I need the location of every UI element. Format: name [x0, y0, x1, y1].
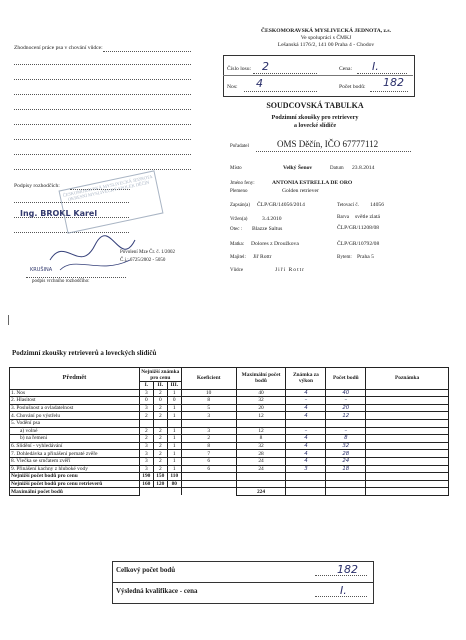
row-max: [236, 419, 286, 427]
prize-label: Cena:: [339, 66, 353, 72]
row-mark: 4: [286, 412, 326, 420]
empty-cell: [139, 488, 181, 496]
total-min-label: Nejnižší počet bodů pro cenu: [10, 473, 140, 481]
row-points: 18: [326, 465, 366, 473]
lot-label: Číslo losu:: [227, 66, 252, 72]
born-label: Vržen(a): [230, 217, 248, 222]
row-points: –: [326, 397, 366, 405]
row-coef: 6: [181, 457, 236, 465]
row-min-III: 0: [167, 397, 181, 405]
row-coef: 7: [181, 450, 236, 458]
empty-cell: [286, 488, 326, 496]
points-label: Počet bodů:: [339, 84, 366, 90]
row-note: [366, 427, 449, 435]
residence-label: Bytem:: [337, 255, 352, 260]
col-coef: Koeficient: [181, 368, 236, 390]
judge-table-title: SOUDCOVSKÁ TABULKA: [266, 101, 364, 110]
assessment-line: [14, 154, 191, 155]
points-line: [370, 91, 408, 92]
page-fold-mark: [8, 315, 9, 325]
row-min-III: 1: [167, 450, 181, 458]
row-max: 20: [236, 404, 286, 412]
row-name: b) na řemeni: [10, 435, 140, 443]
date-label: Datum: [330, 166, 344, 171]
assessment-line: [14, 139, 191, 140]
row-mark: 4: [286, 442, 326, 450]
row-min-III: 1: [167, 435, 181, 443]
row-coef: 5: [181, 404, 236, 412]
mother-registration: ČLP/GR/10792/08: [337, 241, 380, 247]
breed-label: Plemeno: [230, 189, 248, 194]
table-row: [10, 457, 449, 465]
row-max: 8: [236, 435, 286, 443]
empty-cell: [286, 480, 326, 488]
row-coef: 2: [181, 435, 236, 443]
registration-label: Zapsán(a): [230, 203, 250, 208]
row-name: 1. Nos: [10, 389, 140, 397]
scores-table: [9, 367, 449, 496]
row-min-II: 2: [153, 427, 167, 435]
org-address: Lešanská 1176/2, 141 00 Praha 4 - Chodov: [277, 42, 375, 48]
row-points: 20: [326, 404, 366, 412]
empty-cell: [366, 480, 449, 488]
table-row: [10, 419, 449, 427]
table-row: [10, 450, 449, 458]
row-max: 28: [236, 450, 286, 458]
row-points: 24: [326, 457, 366, 465]
row-note: [366, 419, 449, 427]
row-mark: 3: [286, 465, 326, 473]
breed-value: Golden retriever: [282, 188, 319, 194]
col-points: Počet bodů: [326, 368, 366, 390]
row-max: 32: [236, 397, 286, 405]
assessment-line: [14, 94, 191, 95]
row-min-I: [139, 419, 153, 427]
row-min-II: 0: [153, 397, 167, 405]
date-value: 23.8.2014: [352, 165, 375, 171]
empty-cell: [181, 480, 236, 488]
row-name: 3. Poslušnost a ovladatelnost: [10, 404, 140, 412]
row-mark: –: [286, 427, 326, 435]
prize-line: [357, 73, 407, 74]
row-name: 8. Vlečka se srnčatem zvěří: [10, 457, 140, 465]
total-min-retr-II: 120: [153, 480, 167, 488]
max-total-label: Maximální počet bodů: [10, 488, 140, 496]
row-mark: [286, 419, 326, 427]
row-max: 40: [236, 389, 286, 397]
row-coef: 10: [181, 389, 236, 397]
empty-cell: [236, 473, 286, 481]
row-max: 12: [236, 427, 286, 435]
nos-line: [244, 91, 317, 92]
row-note: [366, 450, 449, 458]
org-name: ČESKOMORAVSKÁ MYSLIVECKÁ JEDNOTA, z.s.: [260, 28, 391, 34]
col-mark: Známka za výkon: [286, 368, 326, 390]
row-mark: 4: [286, 389, 326, 397]
row-min-III: 1: [167, 389, 181, 397]
table-row: [10, 412, 449, 420]
row-min-I: 3: [139, 465, 153, 473]
assessment-line: [14, 79, 191, 80]
row-points: 40: [326, 389, 366, 397]
row-min-II: 2: [153, 442, 167, 450]
row-min-II: 2: [153, 412, 167, 420]
col-max: Maximální počet bodů: [236, 368, 286, 390]
row-coef: 6: [181, 465, 236, 473]
qualification-value: I.: [340, 584, 347, 597]
scores-title: Podzimní zkoušky retrieverů a loveckých slídičů: [12, 349, 157, 357]
chief-signature-line: [26, 277, 126, 278]
row-note: [366, 465, 449, 473]
owner-value: Jiř Rottr: [253, 254, 272, 260]
row-min-I: 3: [139, 442, 153, 450]
row-min-I: 2: [139, 412, 153, 420]
permit-line-2: Č.j.: 6725/2002 - 5050: [120, 258, 166, 263]
points-value: 182: [383, 76, 404, 89]
row-coef: 3: [181, 412, 236, 420]
total-min-II: 150: [153, 473, 167, 481]
row-mark: 4: [286, 450, 326, 458]
mother-value: Dolores z Droužkova: [251, 241, 299, 247]
table-row: [10, 404, 449, 412]
col-I: I.: [139, 382, 153, 390]
row-name: 4. Chování po výstřelu: [10, 412, 140, 420]
org-cooperation: Ve spolupráci s ČMKJ: [300, 35, 352, 41]
empty-cell: [181, 473, 236, 481]
row-min-II: 2: [153, 435, 167, 443]
nos-label: Nos:: [227, 84, 238, 90]
row-min-I: 0: [139, 397, 153, 405]
col-min: Nejnižší známka pro cenu: [141, 368, 180, 381]
row-min-I: 3: [139, 457, 153, 465]
lot-line: [253, 73, 317, 74]
judge-table-subtitle-1: Podzimní zkoušky pro retrievery: [271, 114, 359, 121]
judge-signature: Ing. BROKL Karel: [20, 209, 98, 218]
registration-value: ČLP/GR/14056/2014: [257, 202, 305, 208]
row-points: –: [326, 427, 366, 435]
col-III: III.: [167, 382, 181, 390]
tattoo-label: Tetovací č.: [337, 203, 359, 208]
row-min-II: 2: [153, 457, 167, 465]
row-min-II: [153, 419, 167, 427]
total-min-retr-III: 80: [167, 480, 181, 488]
max-total-value: 224: [236, 488, 286, 496]
row-min-III: 1: [167, 427, 181, 435]
table-row: [10, 488, 449, 496]
table-row: [10, 480, 449, 488]
chief-signature-name: KRUŠINA: [30, 267, 53, 273]
row-points: [326, 419, 366, 427]
row-min-III: 1: [167, 457, 181, 465]
row-min-II: 2: [153, 404, 167, 412]
father-label: Otec :: [230, 227, 243, 232]
row-min-I: 2: [139, 435, 153, 443]
col-note: Poznámka: [366, 368, 449, 390]
nos-value: 4: [256, 77, 263, 90]
table-row: [10, 397, 449, 405]
table-row: [10, 427, 449, 435]
total-min-III: 110: [167, 473, 181, 481]
tattoo-value: 14056: [370, 202, 384, 208]
empty-cell: [286, 473, 326, 481]
owner-label: Majitel:: [230, 255, 246, 260]
table-row: [10, 465, 449, 473]
row-name: 9. Přinášení kachny z hluboké vody: [10, 465, 140, 473]
row-min-III: 1: [167, 404, 181, 412]
row-min-III: [167, 419, 181, 427]
row-max: 12: [236, 412, 286, 420]
organizer-label: Pořadatel: [230, 144, 249, 149]
signature-label: Podpisy rozhodčích:: [14, 183, 60, 189]
row-name: 6. Slídění - vyhledávání: [10, 442, 140, 450]
assessment-label: Zhodnocení práce psa v chování vůdce:: [14, 45, 103, 51]
row-max: 32: [236, 442, 286, 450]
row-points: 28: [326, 450, 366, 458]
father-value: Blazze Saltus: [252, 226, 283, 232]
empty-cell: [326, 480, 366, 488]
row-min-I: 2: [139, 427, 153, 435]
row-note: [366, 457, 449, 465]
row-min-I: 3: [139, 389, 153, 397]
row-coef: 8: [181, 442, 236, 450]
row-note: [366, 435, 449, 443]
prize-value: I.: [372, 60, 379, 73]
row-coef: 8: [181, 397, 236, 405]
table-row: [10, 442, 449, 450]
empty-cell: [366, 473, 449, 481]
row-points: 32: [326, 442, 366, 450]
stamp-text: ČESKOMORAVSKÁ MYSLIVECKÁ JEDNOTA OKRESNÍ MYSLIVECKÝ SPOLEK DĚČÍN: [62, 173, 153, 202]
row-name: 5. Vodění psa: [10, 419, 140, 427]
total-min-I: 190: [139, 473, 153, 481]
row-coef: 3: [181, 427, 236, 435]
row-mark: –: [286, 397, 326, 405]
empty-cell: [326, 473, 366, 481]
row-max: 24: [236, 465, 286, 473]
handler-label: Vůdce: [230, 268, 244, 273]
row-min-III: 1: [167, 465, 181, 473]
row-min-I: 3: [139, 404, 153, 412]
row-note: [366, 397, 449, 405]
row-points: 12: [326, 412, 366, 420]
born-value: 3.4.2010: [262, 216, 282, 222]
row-note: [366, 404, 449, 412]
row-mark: 4: [286, 457, 326, 465]
dog-value: ANTONIA ESTRELLA DE ORO: [272, 180, 353, 186]
total-min-retr-I: 160: [139, 480, 153, 488]
table-row: [10, 435, 449, 443]
row-min-III: 1: [167, 442, 181, 450]
row-points: 8: [326, 435, 366, 443]
row-name: 7. Dohledávka a přinášení pernaté zvěře: [10, 450, 140, 458]
qualification-label: Výsledná kvalifikace - cena: [116, 587, 198, 595]
col-II: II.: [153, 382, 167, 390]
row-name: a) volné: [10, 427, 140, 435]
row-min-I: 3: [139, 450, 153, 458]
row-name: 2. Hlasitost: [10, 397, 140, 405]
row-note: [366, 389, 449, 397]
lot-value: 2: [262, 60, 269, 73]
father-registration: ČLP/GR/11208/08: [337, 225, 380, 231]
place-value: Velký Šenov: [283, 165, 313, 171]
assessment-line: [14, 109, 191, 110]
row-note: [366, 442, 449, 450]
chief-label: podpis vrchního rozhodčího:: [32, 279, 90, 284]
table-row: [10, 389, 449, 397]
row-min-II: 2: [153, 465, 167, 473]
row-note: [366, 412, 449, 420]
row-mark: 4: [286, 404, 326, 412]
empty-cell: [236, 480, 286, 488]
place-label: Místo: [230, 166, 242, 171]
permit-line-1: Povolení Mze Čr. č. 1/2002: [120, 250, 175, 255]
row-min-III: 1: [167, 412, 181, 420]
table-row: [10, 473, 449, 481]
row-mark: 4: [286, 435, 326, 443]
empty-cell: [326, 488, 366, 496]
assessment-line: [14, 169, 191, 170]
total-min-retr-label: Nejnižší počet bodů pro cenu retrieverů: [10, 480, 140, 488]
assessment-line: [14, 124, 191, 125]
total-points-label: Celkový počet bodů: [116, 566, 176, 574]
total-points-value: 182: [337, 563, 358, 576]
mother-label: Matka:: [230, 242, 245, 247]
handler-value: Jiří Rottr: [275, 267, 306, 273]
empty-cell: [181, 488, 236, 496]
color-value: světle zlatá: [355, 214, 381, 220]
dog-label: Jméno feny:: [230, 181, 255, 186]
row-coef: [181, 419, 236, 427]
organizer-value: OMS Děčín, IČO 67777112: [277, 139, 379, 149]
signature-scribble: [40, 230, 160, 280]
judge-table-subtitle-2: a lovecké slídiče: [293, 122, 337, 129]
row-min-II: 2: [153, 450, 167, 458]
residence-value: Praha 5: [357, 254, 374, 260]
col-subject: Předmět: [10, 368, 140, 390]
empty-cell: [366, 488, 449, 496]
organizer-line: [256, 151, 411, 152]
assessment-line: [14, 64, 191, 65]
assessment-line: [103, 51, 191, 52]
official-stamp: [58, 170, 163, 233]
row-max: 24: [236, 457, 286, 465]
row-min-II: 2: [153, 389, 167, 397]
color-label: Barva: [337, 215, 349, 220]
